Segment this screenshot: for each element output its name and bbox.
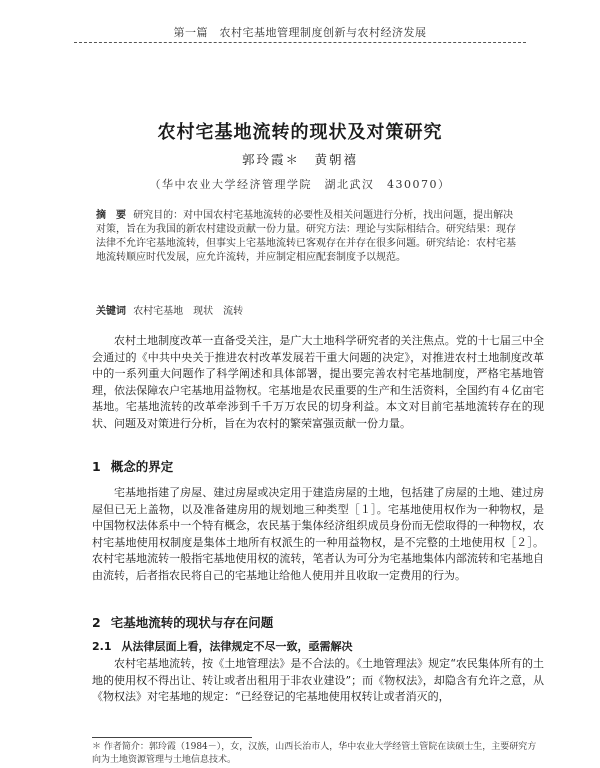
keywords-label: 关键词 <box>96 306 126 317</box>
header-rule <box>74 42 526 43</box>
subsection-2-1-title: 从法律层面上看，法律规定不尽一致，亟需解决 <box>121 640 353 653</box>
intro-paragraph: 农村土地制度改革一直备受关注，是广大土地科学研究者的关注焦点。党的十七届三中全会通过的《中共中央关于推进农村改革发展若干重大问题的决定》，对推进农村土地制度改革中的一系列重大问题作了科学阐述和具体部署，提出要完善农村宅基地制度，严格宅基地管理，依法保障农户宅基地用益物权。宅基地是农民重要的生产和生活资料，全国约有４亿亩宅基地。宅基地流转的改革牵涉到千千万万农民的切身利益。本文对目前宅基地流转存在的现状、问题及对策进行分析，旨在为农村的繁荣富强贡献一份力量。 <box>92 334 544 430</box>
section-1-paragraph: 宅基地指建了房屋、建过房屋或决定用于建造房屋的土地，包括建了房屋的土地、建过房屋但已无上盖物，以及准备建房用的规划地三种类型［１］。宅基地使用权作为一种物权，是中国物权法体系中一个特有概念，农民基于集体经济组织成员身份而无偿取得的一种物权，农村宅基地使用权制度是集体土地所有权派生的一种用益物权，是不完整的土地使用权［２］。农村宅基地流转一般指宅基地使用权的流转，笔者认为可分为宅基地集体内部流转和宅基地自由流转，后者指农民将自己的宅基地让给他人使用并且收取一定费用的行为。 <box>92 486 544 582</box>
section-1-number: 1 <box>92 459 101 474</box>
author-line: 郭玲霞＊ 黄朝禧 <box>241 152 358 167</box>
subsection-2-1-paragraph: 农村宅基地流转，按《土地管理法》是不合法的。《土地管理法》规定“农民集体所有的土地的使用权不得出让、转让或者出租用于非农业建设”；而《物权法》，却隐含有允许之意，从《物权法》对宅基地的规定：“已经登记的宅基地使用权转让或者消灭的， <box>92 657 544 704</box>
subsection-2-1-heading <box>92 638 353 654</box>
abstract-text: 研究目的：对中国农村宅基地流转的必要性及相关问题进行分析，找出问题，提出解决对策，旨在为我国的新农村建设贡献一份力量。研究方法：理论与实际相结合。研究结果：现存法律不允许宅基地流转，但事实上宅基地流转已客观存在并存在很多问题。研究结论：农村宅基地流转顺应时代发展，应允许流转，并应制定相应配套制度予以规范。 <box>96 210 516 263</box>
section-2-number: 2 <box>92 615 101 630</box>
section-2-heading <box>92 613 273 631</box>
running-head: 第一篇 农村宅基地管理制度创新与农村经济发展 <box>173 26 427 39</box>
author-footnote: ＊ 作者简介：郭玲霞（1984－），女，汉族，山西长治市人，华中农业大学经管土管院在读硕士生，主要研究方向为土地资源管理与土地信息技术。 <box>92 742 537 765</box>
paper-title: 农村宅基地流转的现状及对策研究 <box>157 122 443 143</box>
subsection-2-1-number: 2.1 <box>92 640 112 653</box>
section-1-title: 概念的界定 <box>110 459 174 474</box>
abstract-block <box>96 209 518 265</box>
keywords-text: 农村宅基地 现状 流转 <box>133 306 244 317</box>
affiliation-line: （华中农业大学经济管理学院 湖北武汉 430070） <box>149 178 451 191</box>
keywords-block <box>96 305 518 319</box>
abstract-label: 摘 要 <box>96 210 126 221</box>
section-2-title: 宅基地流转的现状与存在问题 <box>110 615 274 630</box>
section-1-heading <box>92 457 173 475</box>
footnote-rule <box>92 737 252 738</box>
